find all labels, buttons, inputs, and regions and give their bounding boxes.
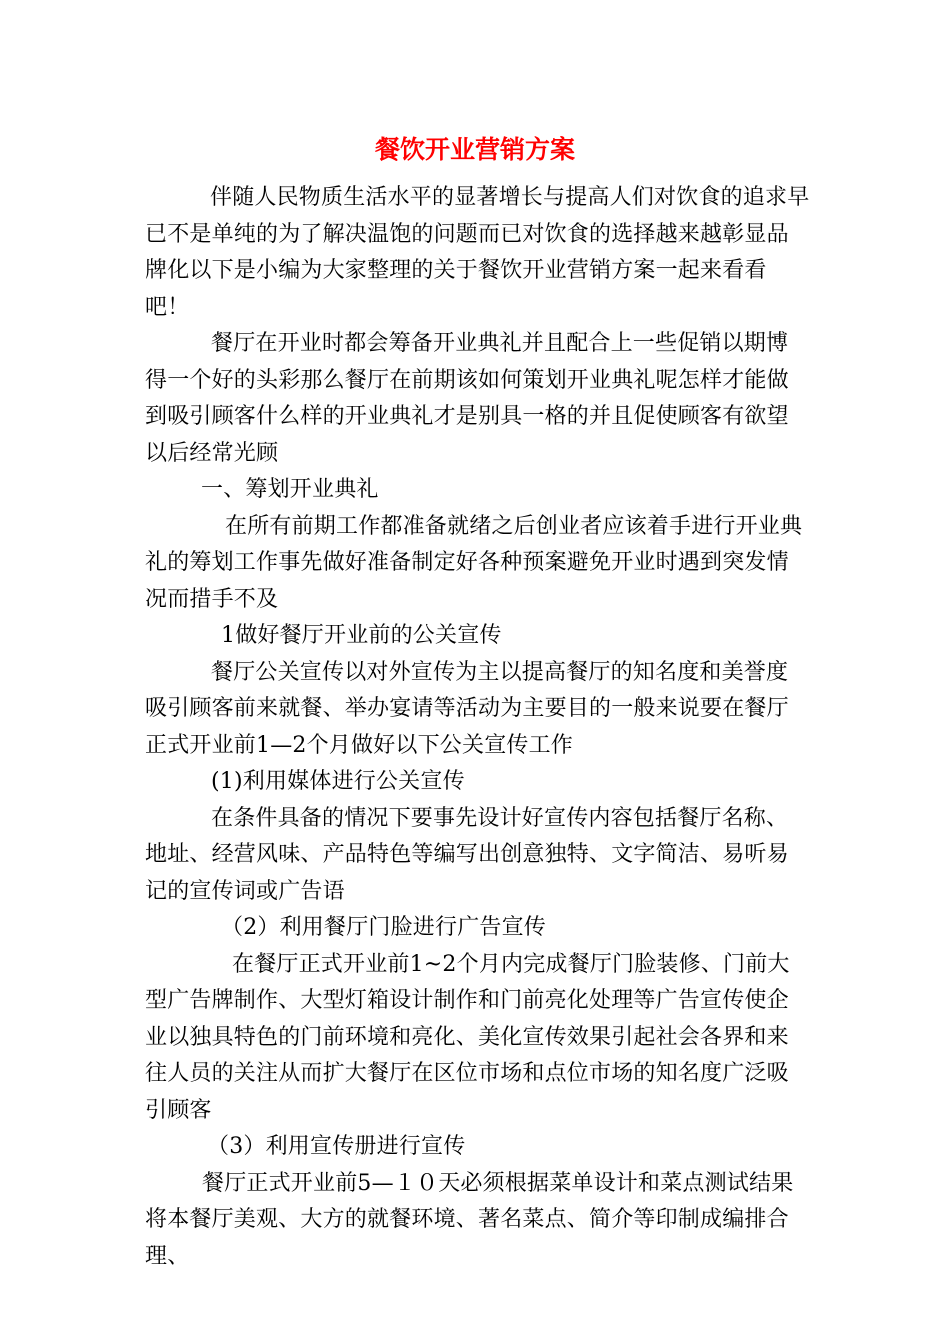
item-heading-1: (1)利用媒体进行公关宣传	[211, 769, 465, 794]
paragraph-media: 在条件具备的情况下要事先设计好宣传内容包括餐厅名称、地址、经营风味、产品特色等编写出创意独特、文字简洁、易听易记的宣传词或广告语	[145, 805, 789, 904]
paragraph-storefront: 在餐厅正式开业前1~2个月内完成餐厅门脸装修、门前大型广告牌制作、大型灯箱设计制作和门前亮化处理等广告宣传使企业以独具特色的门前环境和亮化、美化宣传效果引起社会各界和来往人员的关注从而扩大餐厅在区位市场和点位市场的知名度广泛吸引顾客	[145, 951, 790, 1123]
item-heading-2: （2）利用餐厅门脸进行广告宣传	[221, 915, 546, 940]
paragraph-intro: 伴随人民物质生活水平的显著增长与提高人们对饮食的追求早已不是单纯的为了解决温饱的问题而已对饮食的选择越来越彰显品牌化以下是小编为大家整理的关于餐饮开业营销方案一起来看看吧！	[145, 185, 810, 320]
document-title: 餐饮开业营销方案	[374, 135, 575, 164]
section-heading-1: 一、筹划开业典礼	[201, 477, 379, 502]
paragraph-pr: 餐厅公关宣传以对外宣传为主以提高餐厅的知名度和美誉度吸引顾客前来就餐、举办宴请等活动为主要目的一般来说要在餐厅正式开业前1—2个月做好以下公关宣传工作	[145, 659, 789, 758]
subsection-heading-1: 1做好餐厅开业前的公关宣传	[221, 623, 502, 648]
paragraph-brochure: 餐厅正式开业前5—１０天必须根据菜单设计和菜点测试结果将本餐厅美观、大方的就餐环境、著名菜点、简介等印制成编排合理、	[145, 1170, 794, 1269]
paragraph-opening: 餐厅在开业时都会筹备开业典礼并且配合上一些促销以期博得一个好的头彩那么餐厅在前期该如何策划开业典礼呢怎样才能做到吸引顾客什么样的开业典礼才是别具一格的并且促使顾客有欲望以后经常光顾	[145, 331, 789, 466]
item-heading-3: （3）利用宣传册进行宣传	[207, 1134, 466, 1159]
paragraph-planning: 在所有前期工作都准备就绪之后创业者应该着手进行开业典礼的筹划工作事先做好准备制定好各种预案避免开业时遇到突发情况而措手不及	[145, 513, 803, 612]
document-body	[145, 180, 810, 1275]
